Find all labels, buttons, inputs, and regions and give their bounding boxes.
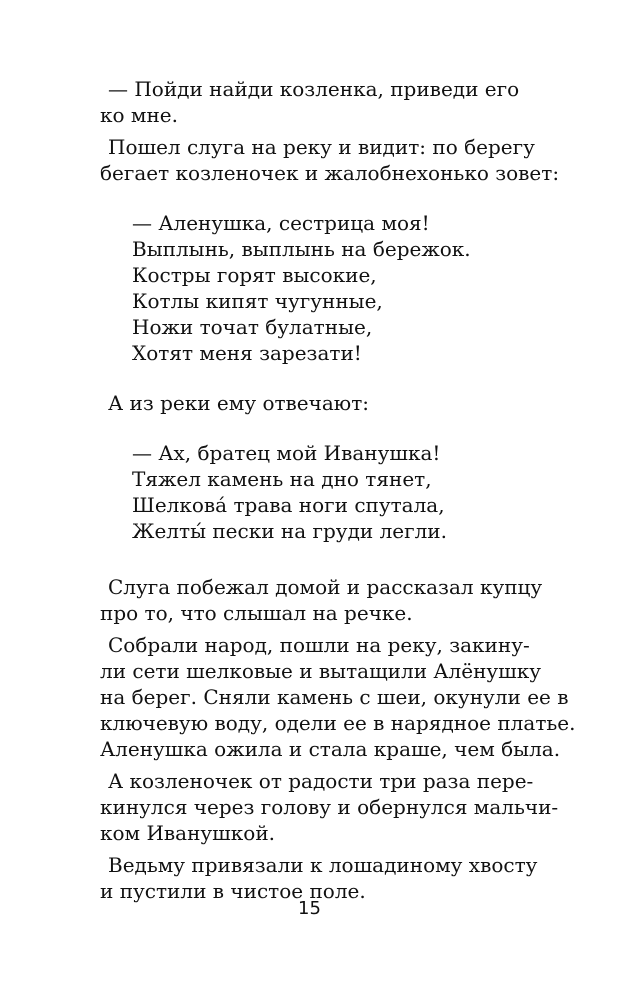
verse-line: Костры горят высокие, <box>132 263 377 287</box>
paragraph <box>100 768 559 846</box>
verse-line: — Аленушка, сестрица моя! <box>132 211 430 235</box>
text-line: А козленочек от радости три раза пере- <box>108 769 534 793</box>
verse-line: Тяжел камень на дно тянет, <box>132 467 432 491</box>
paragraph <box>100 632 576 762</box>
verse-line: Ножи точат булатные, <box>132 315 373 339</box>
text-line: Аленушка ожила и стала краше, чем была. <box>100 737 561 761</box>
page-text <box>100 76 576 910</box>
paragraph <box>100 76 530 128</box>
text-line: Собрали народ, пошли на реку, закину- <box>108 633 530 657</box>
verse-line: Хотят меня зарезати! <box>132 341 362 365</box>
text-line: бегает козленочек и жалобнехонько зовет: <box>100 161 560 185</box>
verse-line: Котлы кипят чугунные, <box>132 289 383 313</box>
page-number: 15 <box>298 898 321 919</box>
text-line: ком Иванушкой. <box>100 821 275 845</box>
verse-line: Желты́ пески на груди легли. <box>132 519 447 543</box>
verse-block-1 <box>132 210 530 366</box>
verse-line: Шелкова́ трава ноги спутала, <box>132 493 445 517</box>
verse-block-2 <box>132 440 530 544</box>
text-line: и пустили в чистое поле. <box>100 879 366 903</box>
verse-line: — Ах, братец мой Иванушка! <box>132 441 441 465</box>
paragraph <box>100 574 543 626</box>
paragraph <box>100 134 560 186</box>
text-line: Слуга побежал домой и рассказал купцу <box>108 575 543 599</box>
text-line: Ведьму привязали к лошадиному хвосту <box>108 853 538 877</box>
text-line: ключевую воду, одели ее в нарядное платье. <box>100 711 576 735</box>
text-line: — Пойди найди козленка, приведи его <box>108 77 520 101</box>
text-line: ли сети шелковые и вытащили Алёнушку <box>100 659 542 683</box>
verse-line: Выплынь, выплынь на бережок. <box>132 237 471 261</box>
text-line: ко мне. <box>100 103 178 127</box>
text-line: про то, что слышал на речке. <box>100 601 413 625</box>
text-line: кинулся через голову и обернулся мальчи- <box>100 795 559 819</box>
paragraph <box>100 852 538 904</box>
reply-line: А из реки ему отвечают: <box>108 391 370 415</box>
text-line: на берег. Сняли камень с шеи, окунули ее в <box>100 685 569 709</box>
text-line: Пошел слуга на реку и видит: по берегу <box>108 135 535 159</box>
